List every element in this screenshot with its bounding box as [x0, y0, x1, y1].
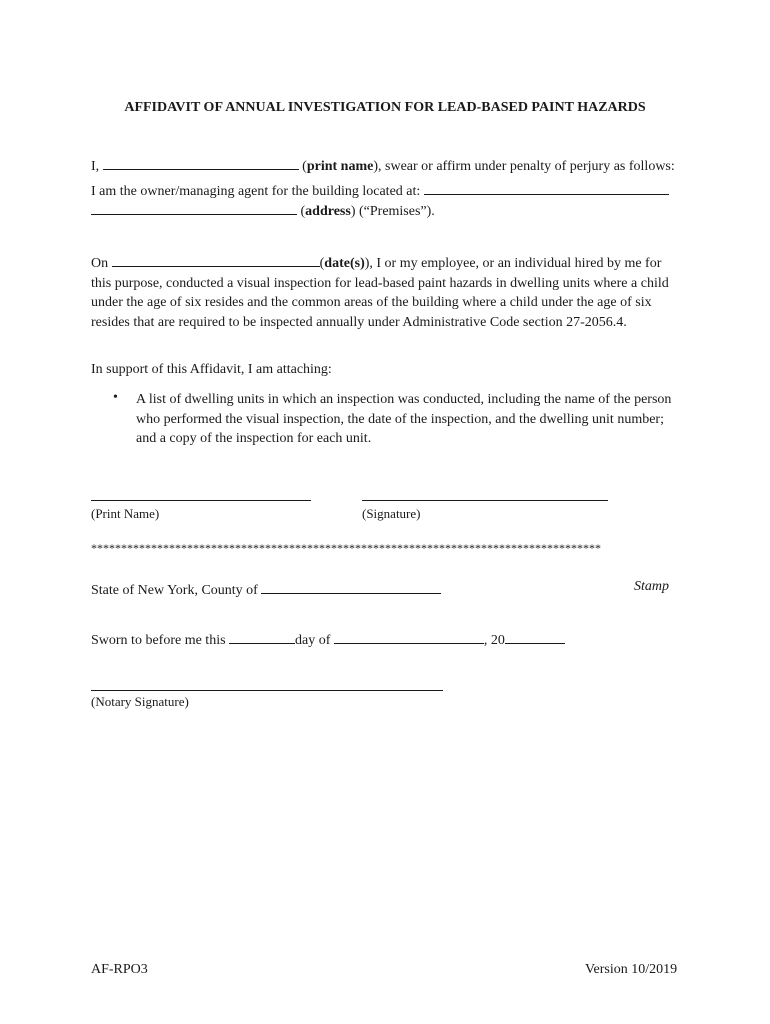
version-label: Version 10/2019	[585, 962, 678, 977]
stamp-label: Stamp	[634, 579, 669, 594]
building-text: I am the owner/managing agent for the building located at:	[91, 184, 424, 199]
sworn-mid: day of	[295, 633, 334, 648]
form-code: AF-RPO3	[91, 962, 148, 977]
attachment-bullet-text: A list of dwelling units in which an inspection was conducted, including the name of the person who performed the visual inspection, the date of the inspection, and the dwelling unit number; and a copy of the inspection for each unit.	[136, 392, 672, 446]
sworn-suffix: , 20	[483, 633, 505, 648]
address-suffix: ) (“Premises”).	[350, 204, 435, 219]
support-line: In support of this Affidavit, I am attaching:	[91, 362, 332, 377]
sworn-day-field[interactable]	[229, 629, 295, 644]
print-name-signature-line[interactable]	[91, 500, 311, 501]
signature-line[interactable]	[362, 500, 608, 501]
address-bold: address	[305, 204, 351, 219]
sworn-line	[91, 629, 565, 649]
sworn-prefix: Sworn to before me this	[91, 633, 230, 648]
separator-stars: *************************************************************************************	[91, 541, 601, 555]
state-county-text: State of New York, County of	[91, 583, 262, 598]
line1-prefix: I,	[91, 159, 103, 174]
print-name-label: (Print Name)	[91, 506, 160, 521]
line1-suffix: ), swear or affirm under penalty of perjury as follows:	[373, 159, 675, 174]
notary-signature-line[interactable]	[91, 690, 443, 691]
sworn-month-field[interactable]	[334, 629, 484, 644]
state-county-line	[91, 579, 441, 599]
bullet-mark: •	[113, 390, 118, 405]
date-bold: date(s)	[324, 256, 365, 271]
county-field[interactable]	[261, 579, 441, 594]
address-field[interactable]	[91, 200, 297, 215]
date-field[interactable]	[112, 252, 320, 267]
signature-label: (Signature)	[362, 506, 421, 521]
building-line	[91, 180, 669, 200]
print-name-line: I, (print name), swear or affirm under penalty of perjury as follows:	[91, 155, 675, 175]
inspection-paragraph: On (date(s)), I or my employee, or an individual hired by me for this purpose, conducted a visual inspection for lead-based paint hazards in dwelling units where a child under the age of six resides and the common areas of the building where a child under the age of six resides that are required to be inspected annually under Administrative Code section 27-2056.4.	[91, 252, 681, 332]
para1-prefix: On	[91, 256, 112, 271]
sworn-year-field[interactable]	[505, 629, 565, 644]
document-title: AFFIDAVIT OF ANNUAL INVESTIGATION FOR LEAD-BASED PAINT HAZARDS	[124, 100, 646, 115]
print-name-field[interactable]	[103, 155, 299, 170]
para1-rest: ), I or my employee, or an individual hired by me for this purpose, conducted a visual inspection for lead-based paint hazards in dwelling units where a child under the age of six resides and the common areas of the building where a child under the age of six resides that are required to be inspected annually under Administrative Code section 27-2056.4.	[91, 256, 669, 330]
address-line: (address) (“Premises”).	[91, 200, 435, 220]
print-name-bold: print name	[306, 159, 374, 174]
notary-signature-label: (Notary Signature)	[91, 694, 189, 709]
building-location-field[interactable]	[424, 180, 669, 195]
